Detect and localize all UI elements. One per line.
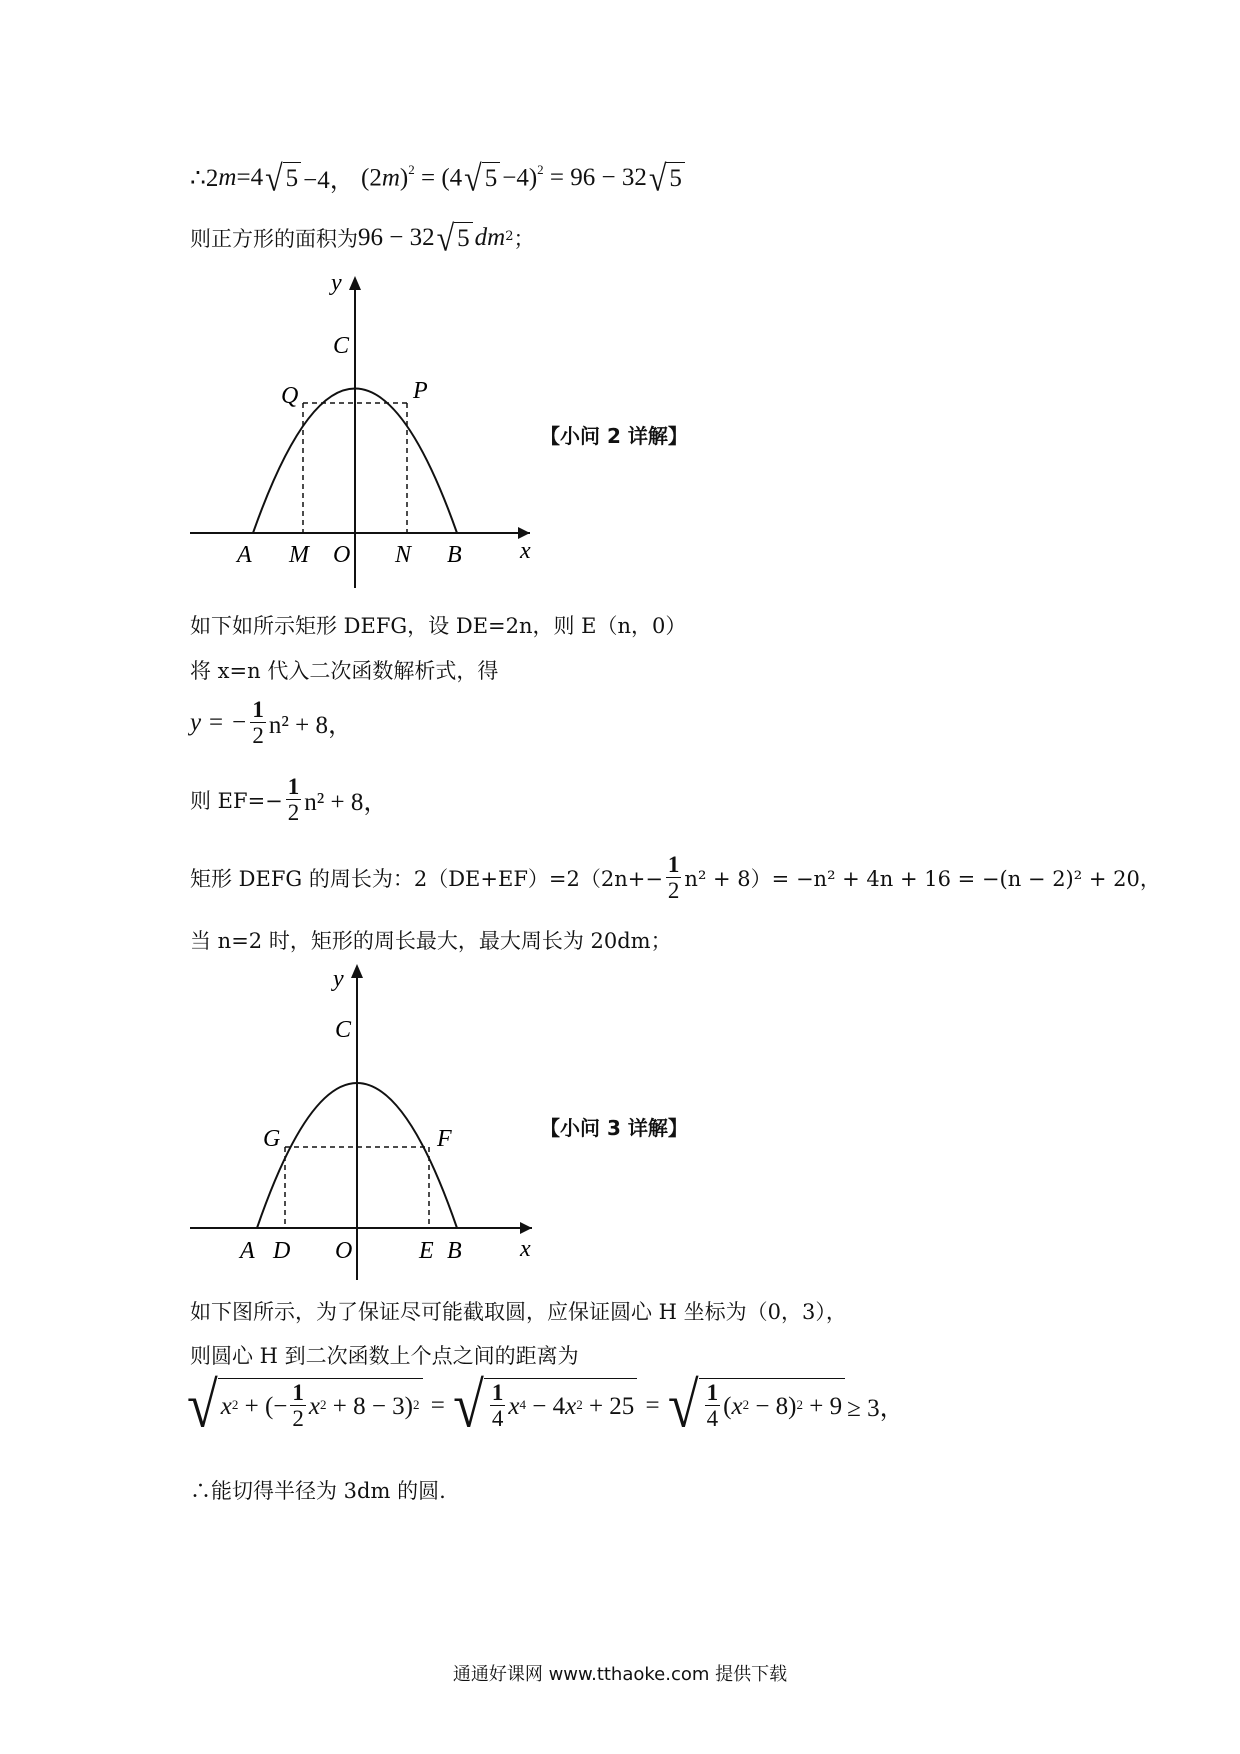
text-line-12: ∴能切得半径为 3dm 的圆.: [190, 1479, 446, 1503]
y-axis-arrow-icon: [349, 276, 361, 290]
numerator: 1: [252, 697, 264, 722]
text: n² + 8，: [304, 789, 389, 817]
text: =4: [236, 164, 264, 191]
unit: dm: [474, 224, 506, 251]
denominator: 2: [667, 878, 680, 904]
label-x: x: [520, 1236, 531, 1262]
numerator: 1: [491, 1380, 504, 1406]
text: −4，: [303, 167, 355, 194]
label-y: y: [331, 270, 342, 296]
text-line-8: 当 n=2 时，矩形的周长最大，最大周长为 20dm；: [190, 929, 672, 953]
caption-q3: 【小问 3 详解】: [540, 1116, 688, 1140]
footer: 通通好课网 www.tthaoke.com 提供下载: [452, 1664, 788, 1685]
text-line-9: 如下图所示，为了保证尽可能截取圆，应保证圆心 H 坐标为（0，3），: [190, 1300, 847, 1324]
label-x: x: [520, 538, 531, 564]
label-d: D: [273, 1238, 291, 1264]
text: ；: [513, 227, 535, 251]
parabola-figure-2: [185, 960, 545, 1285]
label-q: Q: [281, 383, 299, 409]
text: 则 EF=−: [190, 789, 283, 814]
paren-2m-squared: $(2m)^2 = (4$: [354, 161, 463, 192]
var-m: m: [218, 164, 237, 191]
fraction-half: [250, 698, 266, 748]
text-line-3: 如下如所示矩形 DEFG，设 DE=2n，则 E（n，0）: [190, 614, 687, 638]
text: ≥ 3，: [847, 1395, 905, 1422]
sqrt-5: √ 5: [265, 162, 301, 194]
sqrt-term-2: √ $\frac{1}{4}$ x $^4$ − 4 x $^2$ + 25: [453, 1378, 637, 1434]
equation-perimeter: [190, 853, 1161, 903]
label-o: O: [335, 1238, 353, 1264]
label-n: N: [395, 542, 412, 568]
sqrt-5: √ 5: [649, 162, 685, 194]
label-f: F: [437, 1126, 452, 1152]
numerator: 1: [287, 774, 300, 799]
label-a: A: [237, 542, 252, 568]
text: 矩形 DEFG 的周长为：2（DE+EF）=2（2n+−: [190, 867, 663, 892]
text: −4)$^2$: [502, 161, 544, 192]
text: n² + 8，: [268, 712, 353, 740]
sqrt-term-1: √ x $^2$ + (− $\frac{1}{2}$ x $^2$ + 8 − 3) $^2$: [187, 1378, 423, 1434]
label-c: C: [335, 1017, 352, 1043]
equation-line-1: [190, 157, 687, 199]
caption-q2: 【小问 2 详解】: [540, 424, 688, 448]
area-line: 则正方形的面积为 96 − 32 √ 5 dm $^2$ ；: [190, 217, 535, 259]
label-b: B: [447, 1238, 462, 1264]
denominator: 2: [287, 800, 300, 826]
label-p: P: [413, 378, 428, 404]
denominator: 4: [491, 1406, 504, 1432]
label-e: E: [419, 1238, 434, 1264]
numerator: 1: [667, 852, 680, 877]
denominator: 2: [252, 723, 264, 749]
equation-ef: [190, 775, 388, 825]
label-g: G: [263, 1126, 281, 1152]
sqrt-term-3: √ $\frac{1}{4}$ ( x $^2$ − 8) $^2$ + 9: [668, 1378, 845, 1434]
label-m: M: [289, 542, 309, 568]
x-axis-arrow-icon: [520, 1222, 532, 1234]
label-o: O: [333, 542, 351, 568]
text: ∴2: [190, 165, 219, 192]
sqrt-5: √ 5: [437, 222, 473, 254]
text-line-10: 则圆心 H 到二次函数上个点之间的距离为: [190, 1344, 579, 1368]
label-b: B: [447, 542, 462, 568]
distance-formula: √ x $^2$ + (− $\frac{1}{2}$ x $^2$ + 8 − 3) $^2$ = √ $\frac{1}{4}$ x $^4$ − 4 x $^2$ + 25 = √ $\frac{1}{4}$ ( x $^2$ − 8) $^2$ + 9 ≥ 3，: [187, 1370, 905, 1442]
text-line-4: 将 x=n 代入二次函数解析式，得: [190, 659, 499, 683]
text: = 96 − 32: [549, 164, 647, 191]
label-c: C: [333, 333, 350, 359]
text: n² + 8）= −n² + 4n + 16 = −(n − 2)² + 20，: [684, 867, 1161, 892]
fraction-half: [286, 775, 302, 825]
equation-y: [190, 698, 353, 748]
text: 则正方形的面积为: [190, 227, 358, 251]
label-a: A: [240, 1238, 255, 1264]
y-axis-arrow-icon: [351, 964, 363, 978]
sqrt-5: √ 5: [464, 162, 500, 194]
parabola-figure-1: [185, 270, 545, 595]
text: y = −: [190, 709, 248, 737]
fraction-half: [666, 853, 682, 903]
text: 96 − 32: [358, 224, 435, 251]
label-y: y: [333, 966, 344, 992]
